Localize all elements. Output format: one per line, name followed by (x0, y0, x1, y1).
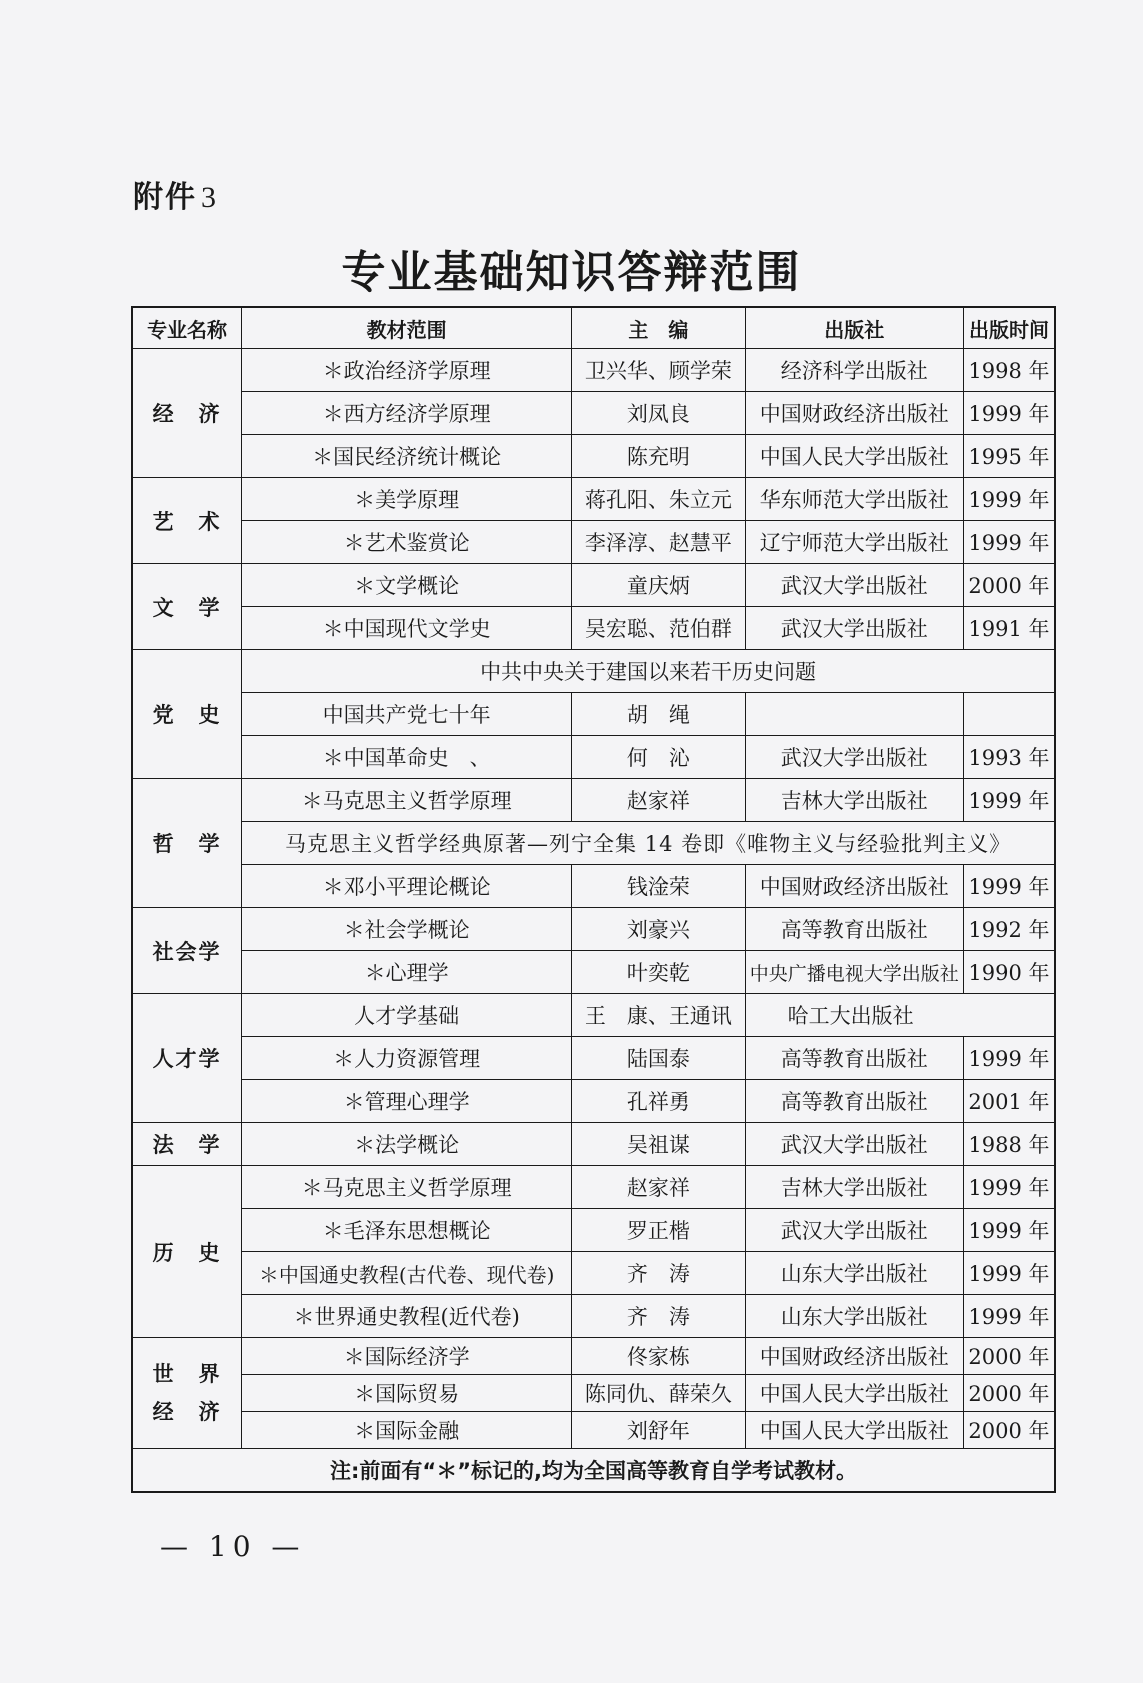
major-philosophy: 哲 学 (132, 779, 242, 908)
column-header-publisher: 出版社 (745, 307, 963, 349)
textbook-table (131, 306, 1056, 1493)
publisher-cell: 辽宁师范大学出版社 (745, 521, 963, 564)
editor-cell: 陈充明 (572, 435, 746, 478)
editor-cell: 齐 涛 (572, 1252, 746, 1295)
column-header-major: 专业名称 (132, 307, 242, 349)
table-row (132, 564, 1055, 607)
year-cell: 1988 年 (963, 1123, 1055, 1166)
publisher-cell: 高等教育出版社 (745, 1080, 963, 1123)
year-cell: 1999 年 (963, 1252, 1055, 1295)
year-cell: 1999 年 (963, 1166, 1055, 1209)
book-cell: ＊人力资源管理 (242, 1037, 572, 1080)
book-cell: ＊政治经济学原理 (242, 349, 572, 392)
table-row (132, 1080, 1055, 1123)
publisher-cell: 中国财政经济出版社 (745, 1338, 963, 1375)
year-cell: 1999 年 (963, 478, 1055, 521)
table-row (132, 951, 1055, 994)
table-row (132, 349, 1055, 392)
editor-cell: 王 康、王通讯 (572, 994, 746, 1037)
publisher-cell (745, 693, 963, 736)
year-cell: 1998 年 (963, 349, 1055, 392)
table-row (132, 478, 1055, 521)
book-cell: ＊西方经济学原理 (242, 392, 572, 435)
major-sociology: 社会学 (132, 908, 242, 994)
table-row (132, 392, 1055, 435)
year-cell: 1999 年 (963, 521, 1055, 564)
table-note: 注:前面有“＊”标记的,均为全国高等教育自学考试教材。 (132, 1449, 1055, 1493)
publisher-cell: 中国财政经济出版社 (745, 392, 963, 435)
table-row (132, 994, 1055, 1037)
publisher-cell: 吉林大学出版社 (745, 779, 963, 822)
editor-cell: 童庆炳 (572, 564, 746, 607)
note-row (132, 1449, 1055, 1493)
publisher-cell: 中国人民大学出版社 (745, 435, 963, 478)
editor-cell: 吴祖谋 (572, 1123, 746, 1166)
editor-cell: 陆国泰 (572, 1037, 746, 1080)
page-number: — 10 — (160, 1530, 306, 1563)
book-cell: ＊国际金融 (242, 1412, 572, 1449)
table-row (132, 1412, 1055, 1449)
attachment-number: 3 (201, 181, 218, 214)
editor-cell: 李泽淳、赵慧平 (572, 521, 746, 564)
book-cell: ＊社会学概论 (242, 908, 572, 951)
book-cell: ＊邓小平理论概论 (242, 865, 572, 908)
book-cell-wide: 马克思主义哲学经典原著—列宁全集 14 卷即《唯物主义与经验批判主义》 (242, 822, 1055, 865)
book-cell: ＊艺术鉴赏论 (242, 521, 572, 564)
editor-cell: 卫兴华、顾学荣 (572, 349, 746, 392)
table-row (132, 779, 1055, 822)
table-row (132, 865, 1055, 908)
book-cell: ＊心理学 (242, 951, 572, 994)
publisher-cell: 中国财政经济出版社 (745, 865, 963, 908)
attachment-label (133, 172, 218, 216)
publisher-cell: 武汉大学出版社 (745, 1209, 963, 1252)
year-cell: 1999 年 (963, 865, 1055, 908)
table-row (132, 822, 1055, 865)
year-cell: 2000 年 (963, 564, 1055, 607)
year-cell: 2000 年 (963, 1375, 1055, 1412)
editor-cell: 刘豪兴 (572, 908, 746, 951)
year-cell: 1990 年 (963, 951, 1055, 994)
table-row (132, 908, 1055, 951)
editor-cell: 胡 绳 (572, 693, 746, 736)
major-law: 法 学 (132, 1123, 242, 1166)
publisher-cell: 吉林大学出版社 (745, 1166, 963, 1209)
editor-cell: 钱淦荣 (572, 865, 746, 908)
column-header-year: 出版时间 (963, 307, 1055, 349)
table-row (132, 1123, 1055, 1166)
year-cell: 1991 年 (963, 607, 1055, 650)
book-cell: ＊世界通史教程(近代卷) (242, 1295, 572, 1338)
year-cell: 2000 年 (963, 1338, 1055, 1375)
book-cell: ＊毛泽东思想概论 (242, 1209, 572, 1252)
year-cell (963, 693, 1055, 736)
major-party-history: 党 史 (132, 650, 242, 779)
book-cell: ＊中国通史教程(古代卷、现代卷) (242, 1252, 572, 1295)
book-cell: ＊美学原理 (242, 478, 572, 521)
book-cell: ＊马克思主义哲学原理 (242, 1166, 572, 1209)
table-row (132, 1252, 1055, 1295)
editor-cell: 刘凤良 (572, 392, 746, 435)
publisher-cell: 经济科学出版社 (745, 349, 963, 392)
book-cell: ＊马克思主义哲学原理 (242, 779, 572, 822)
table-row (132, 693, 1055, 736)
publisher-cell: 高等教育出版社 (745, 908, 963, 951)
publisher-cell: 中国人民大学出版社 (745, 1412, 963, 1449)
page-title: 专业基础知识答辩范围 (341, 247, 802, 298)
table-row (132, 650, 1055, 693)
book-cell: ＊管理心理学 (242, 1080, 572, 1123)
book-cell: ＊中国革命史 、 (242, 736, 572, 779)
table-row (132, 607, 1055, 650)
publisher-cell: 中央广播电视大学出版社 (745, 951, 963, 994)
major-world-economy: 世 界 经 济 (132, 1338, 242, 1449)
major-economics: 经 济 (132, 349, 242, 478)
publisher-cell: 武汉大学出版社 (745, 736, 963, 779)
year-cell: 1999 年 (963, 1037, 1055, 1080)
publisher-cell: 武汉大学出版社 (745, 607, 963, 650)
book-cell: 人才学基础 (242, 994, 572, 1037)
publisher-cell: 哈工大出版社 (745, 994, 1055, 1037)
editor-cell: 赵家祥 (572, 1166, 746, 1209)
editor-cell: 蒋孔阳、朱立元 (572, 478, 746, 521)
editor-cell: 孔祥勇 (572, 1080, 746, 1123)
book-cell: ＊国民经济统计概论 (242, 435, 572, 478)
year-cell: 1999 年 (963, 1295, 1055, 1338)
publisher-cell: 武汉大学出版社 (745, 564, 963, 607)
book-cell: ＊法学概论 (242, 1123, 572, 1166)
table-row (132, 736, 1055, 779)
editor-cell: 刘舒年 (572, 1412, 746, 1449)
editor-cell: 齐 涛 (572, 1295, 746, 1338)
book-cell: ＊中国现代文学史 (242, 607, 572, 650)
table-row (132, 1338, 1055, 1375)
book-cell: ＊文学概论 (242, 564, 572, 607)
table-row (132, 1209, 1055, 1252)
year-cell: 1993 年 (963, 736, 1055, 779)
year-cell: 2001 年 (963, 1080, 1055, 1123)
editor-cell: 罗正楷 (572, 1209, 746, 1252)
book-cell-wide: 中共中央关于建国以来若干历史问题 (242, 650, 1055, 693)
attachment-label-text: 附件 (133, 180, 197, 215)
column-header-editor: 主 编 (572, 307, 746, 349)
editor-cell: 佟家栋 (572, 1338, 746, 1375)
major-history: 历 史 (132, 1166, 242, 1338)
book-cell: ＊国际经济学 (242, 1338, 572, 1375)
year-cell: 1999 年 (963, 779, 1055, 822)
year-cell: 1999 年 (963, 1209, 1055, 1252)
publisher-cell: 山东大学出版社 (745, 1252, 963, 1295)
table-row (132, 435, 1055, 478)
editor-cell: 吴宏聪、范伯群 (572, 607, 746, 650)
editor-cell: 叶奕乾 (572, 951, 746, 994)
publisher-cell: 高等教育出版社 (745, 1037, 963, 1080)
publisher-cell: 武汉大学出版社 (745, 1123, 963, 1166)
table-row (132, 1295, 1055, 1338)
table-row (132, 1037, 1055, 1080)
editor-cell: 陈同仇、薛荣久 (572, 1375, 746, 1412)
major-literature: 文 学 (132, 564, 242, 650)
editor-cell: 赵家祥 (572, 779, 746, 822)
year-cell: 1995 年 (963, 435, 1055, 478)
table-row (132, 1375, 1055, 1412)
column-header-book: 教材范围 (242, 307, 572, 349)
book-cell: 中国共产党七十年 (242, 693, 572, 736)
publisher-cell: 山东大学出版社 (745, 1295, 963, 1338)
year-cell: 1999 年 (963, 392, 1055, 435)
table-header-row (132, 307, 1055, 349)
major-art: 艺 术 (132, 478, 242, 564)
table-row (132, 521, 1055, 564)
book-cell: ＊国际贸易 (242, 1375, 572, 1412)
publisher-cell: 华东师范大学出版社 (745, 478, 963, 521)
editor-cell: 何 沁 (572, 736, 746, 779)
year-cell: 1992 年 (963, 908, 1055, 951)
table-row (132, 1166, 1055, 1209)
year-cell: 2000 年 (963, 1412, 1055, 1449)
publisher-cell: 中国人民大学出版社 (745, 1375, 963, 1412)
major-talent: 人才学 (132, 994, 242, 1123)
